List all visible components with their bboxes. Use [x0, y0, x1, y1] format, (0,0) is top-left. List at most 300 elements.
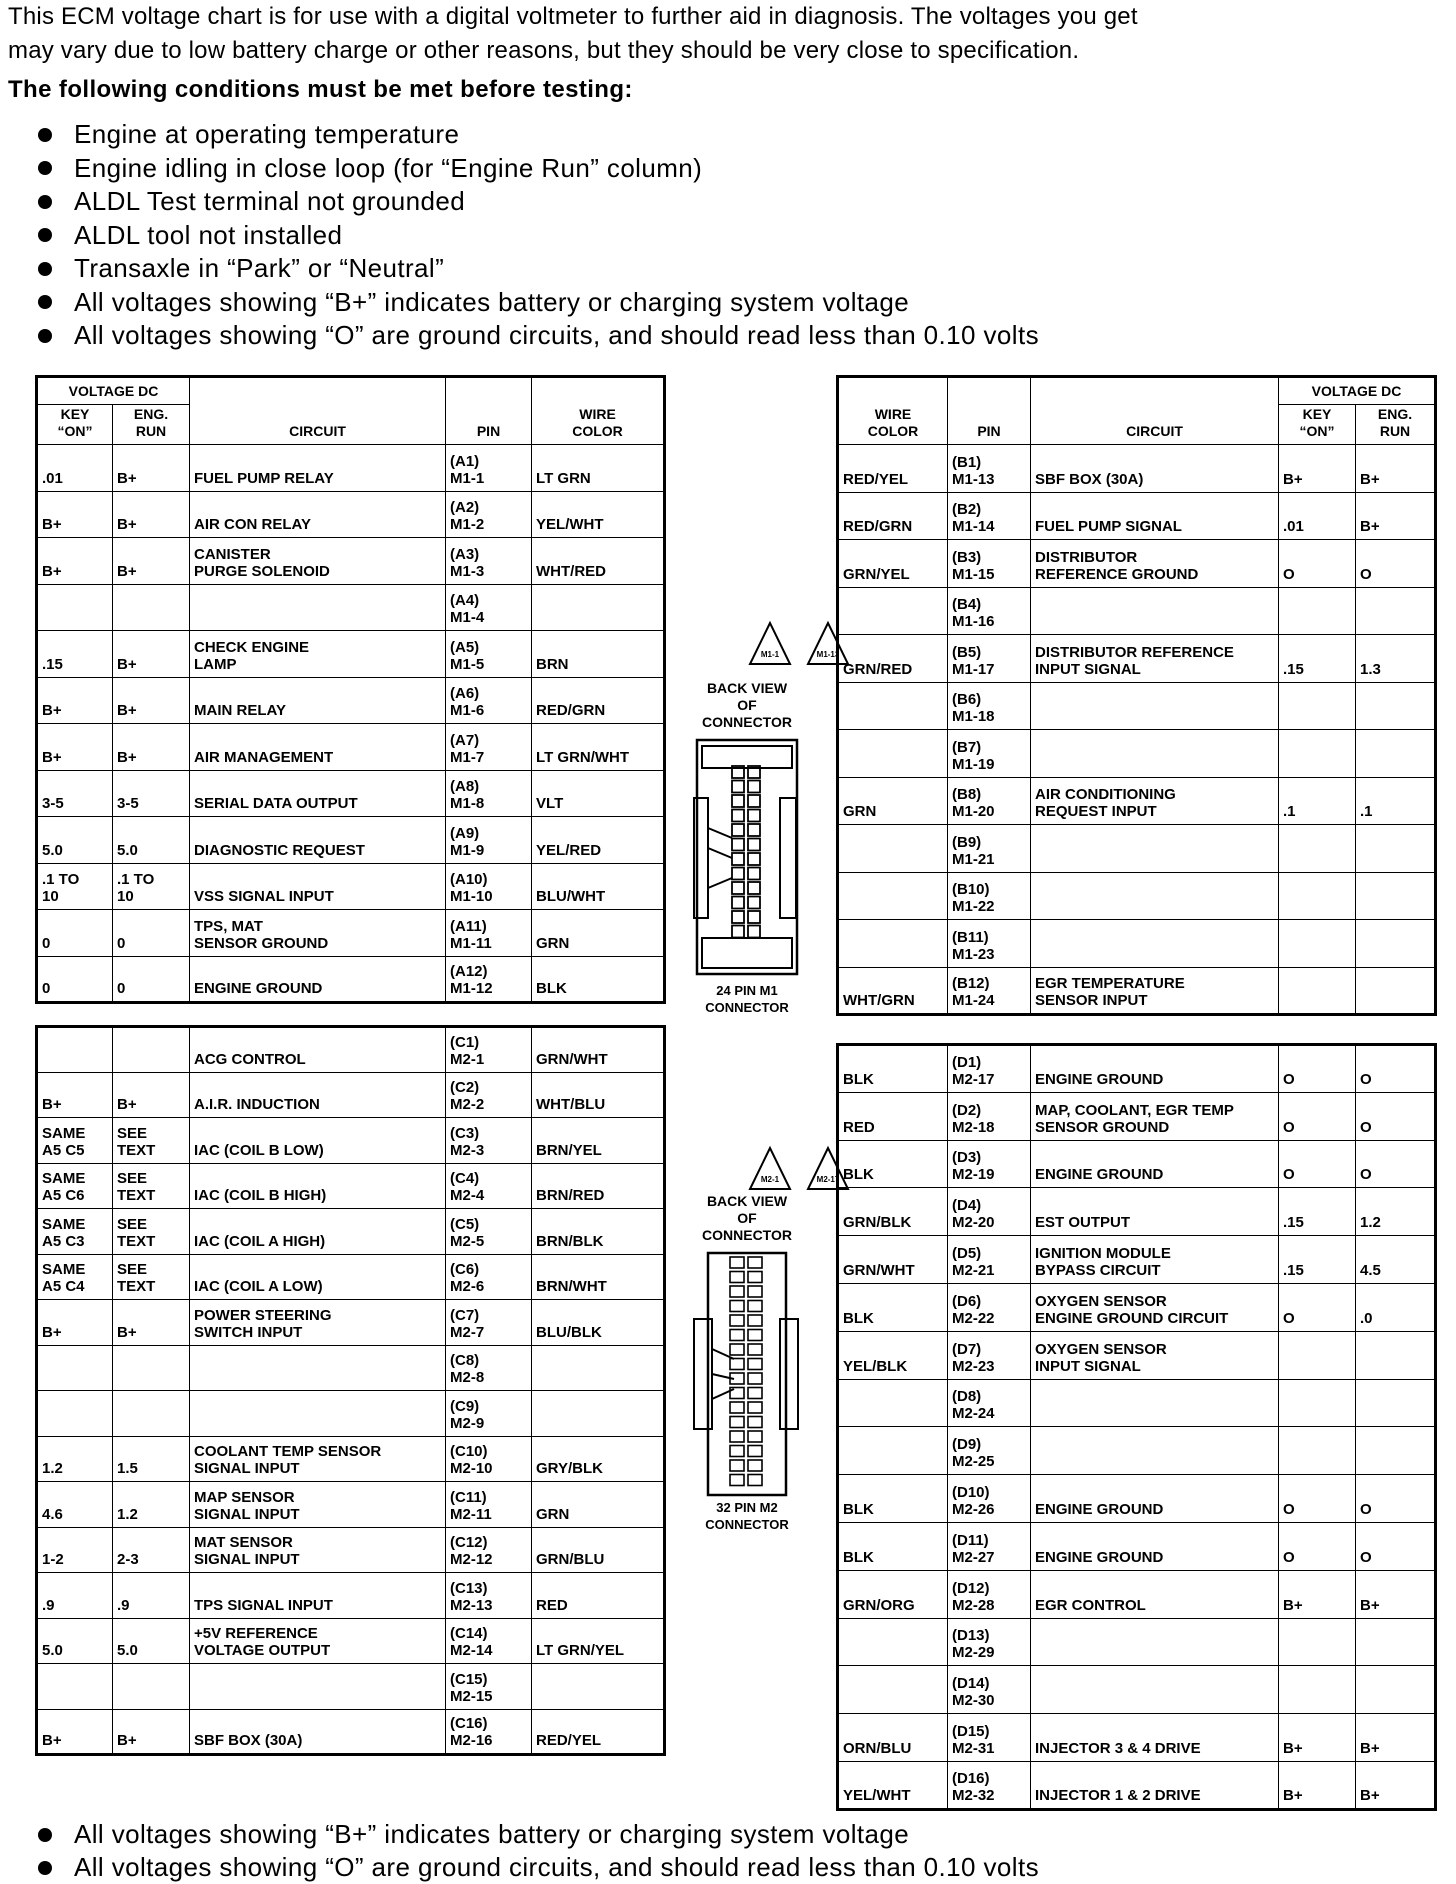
table-row: [838, 1522, 1436, 1570]
cell-pin: (B11) M1-23: [948, 920, 1031, 968]
connector-pin: [748, 1373, 762, 1384]
table-b-body: [838, 445, 1436, 1015]
footer-note: All voltages showing “O” are ground circuits, and should read less than 0.10 volts: [8, 1851, 1039, 1884]
connector-pin: [748, 1417, 762, 1428]
table-row: [37, 1254, 665, 1300]
m2-connector-drawing: [692, 1249, 802, 1499]
connector-pin: [732, 897, 744, 909]
intro-text: [8, 0, 1448, 68]
cell-circuit: FUEL PUMP SIGNAL: [1031, 492, 1279, 540]
cell-wire: BLK: [838, 1045, 948, 1093]
table-row: [838, 967, 1436, 1015]
connector-pin: [748, 1460, 762, 1471]
connector-pin: [748, 795, 760, 807]
cell-wire: RED: [532, 1573, 665, 1619]
cell-circuit: AIR MANAGEMENT: [190, 724, 446, 771]
cell-wire: YEL/BLK: [838, 1331, 948, 1379]
cell-wire: ORN/BLU: [838, 1714, 948, 1762]
condition-item: All voltages showing “O” are ground circuits, and should read less than 0.10 volts: [8, 319, 1039, 353]
cell-circuit: DISTRIBUTOR REFERENCE GROUND: [1031, 540, 1279, 588]
cell-key: [1279, 1379, 1356, 1427]
table-d-m2-pins-d: [836, 1043, 1437, 1811]
cell-key: [1279, 1331, 1356, 1379]
cell-circuit: FUEL PUMP RELAY: [190, 445, 446, 492]
cell-pin: (D11) M2-27: [948, 1522, 1031, 1570]
cell-pin: (D4) M2-20: [948, 1188, 1031, 1236]
connector-pin: [748, 1431, 762, 1442]
cell-pin: (A8) M1-8: [446, 770, 532, 817]
cell-key: [37, 1391, 113, 1437]
cell-run: 4.5: [1356, 1236, 1436, 1284]
m2-back-view-label: BACK VIEW OF CONNECTOR: [702, 1193, 792, 1243]
table-row: [838, 492, 1436, 540]
cell-key: B+: [37, 724, 113, 771]
cell-key: .15: [1279, 1188, 1356, 1236]
cell-pin: (A9) M1-9: [446, 817, 532, 864]
cell-pin: (B10) M1-22: [948, 872, 1031, 920]
cell-pin: (B8) M1-20: [948, 777, 1031, 825]
cell-wire: LT GRN: [532, 445, 665, 492]
cell-run: O: [1356, 540, 1436, 588]
cell-wire: BLU/BLK: [532, 1300, 665, 1346]
cell-run: [113, 1391, 190, 1437]
connector-m1-diagram: [692, 620, 840, 1015]
connector-pin: [730, 1330, 744, 1341]
table-row: [838, 730, 1436, 778]
key-on-header: KEY “ON”: [1279, 405, 1356, 445]
table-row: [37, 538, 665, 585]
cell-key: O: [1279, 540, 1356, 588]
cell-circuit: ENGINE GROUND: [1031, 1140, 1279, 1188]
cell-circuit: [1031, 1666, 1279, 1714]
connector-pin: [748, 853, 760, 865]
cell-key: .15: [1279, 635, 1356, 683]
connector-pin: [730, 1344, 744, 1355]
cell-wire: WHT/BLU: [532, 1072, 665, 1118]
cell-wire: [838, 1379, 948, 1427]
cell-run: B+: [113, 631, 190, 678]
m1-tri-left-label: M1-1: [760, 650, 780, 659]
cell-circuit: IAC (COIL B HIGH): [190, 1163, 446, 1209]
condition-item: Transaxle in “Park” or “Neutral”: [8, 252, 1039, 286]
table-row: [838, 872, 1436, 920]
connector-pin: [732, 868, 744, 880]
table-row: [838, 1570, 1436, 1618]
table-row: [37, 491, 665, 538]
table-row: [37, 1436, 665, 1482]
cell-run: O: [1356, 1045, 1436, 1093]
cell-wire: GRN: [532, 1482, 665, 1528]
table-row: [37, 1209, 665, 1255]
m1-tri-right-label: M1-13: [816, 650, 840, 659]
table-row: [37, 1664, 665, 1710]
table-row: [838, 1045, 1436, 1093]
m2-tri-left-label: M2-1: [760, 1175, 780, 1184]
cell-run: O: [1356, 1522, 1436, 1570]
table-row: [838, 1618, 1436, 1666]
table-row: [838, 587, 1436, 635]
cell-wire: [532, 1664, 665, 1710]
table-row: [37, 1709, 665, 1755]
connector-pin: [732, 853, 744, 865]
cell-wire: GRN/BLK: [838, 1188, 948, 1236]
connector-pin: [732, 926, 744, 938]
cell-pin: (D7) M2-23: [948, 1331, 1031, 1379]
cell-pin: (B3) M1-15: [948, 540, 1031, 588]
connector-pin: [730, 1417, 744, 1428]
cell-run: .1: [1356, 777, 1436, 825]
cell-circuit: [1031, 920, 1279, 968]
cell-pin: (B7) M1-19: [948, 730, 1031, 778]
cell-key: 0: [37, 956, 113, 1003]
cell-key: O: [1279, 1283, 1356, 1331]
cell-circuit: SERIAL DATA OUTPUT: [190, 770, 446, 817]
table-row: [37, 1618, 665, 1664]
cell-circuit: IGNITION MODULE BYPASS CIRCUIT: [1031, 1236, 1279, 1284]
cell-pin: (D10) M2-26: [948, 1475, 1031, 1523]
cell-key: .15: [1279, 1236, 1356, 1284]
cell-key: B+: [37, 1709, 113, 1755]
cell-wire: [838, 730, 948, 778]
cell-circuit: TPS SIGNAL INPUT: [190, 1573, 446, 1619]
footer-notes: [8, 1818, 1039, 1884]
cell-run: B+: [1356, 492, 1436, 540]
connector-pin: [730, 1402, 744, 1413]
cell-key: SAME A5 C4: [37, 1254, 113, 1300]
connector-pin: [748, 868, 760, 880]
cell-run: .1 TO 10: [113, 863, 190, 910]
connector-pin: [748, 1272, 762, 1283]
cell-key: O: [1279, 1140, 1356, 1188]
m1-connector-drawing: [692, 738, 802, 976]
cell-wire: GRN/YEL: [838, 540, 948, 588]
m1-back-view-label: BACK VIEW OF CONNECTOR: [702, 680, 792, 730]
cell-wire: WHT/RED: [532, 538, 665, 585]
cell-run: .0: [1356, 1283, 1436, 1331]
connector-pin: [748, 1359, 762, 1370]
cell-wire: BLK: [838, 1475, 948, 1523]
cell-run: B+: [113, 1300, 190, 1346]
cell-circuit: ENGINE GROUND: [190, 956, 446, 1003]
table-row: [37, 1391, 665, 1437]
cell-run: O: [1356, 1140, 1436, 1188]
condition-item: All voltages showing “B+” indicates battery or charging system voltage: [8, 286, 1039, 320]
connector-pin: [732, 810, 744, 822]
table-row: [37, 770, 665, 817]
cell-circuit: INJECTOR 1 & 2 DRIVE: [1031, 1761, 1279, 1809]
cell-key: 5.0: [37, 817, 113, 864]
table-row: [37, 724, 665, 771]
cell-key: [37, 1345, 113, 1391]
cell-circuit: OXYGEN SENSOR ENGINE GROUND CIRCUIT: [1031, 1283, 1279, 1331]
connector-pin: [748, 1475, 762, 1486]
cell-circuit: IAC (COIL A LOW): [190, 1254, 446, 1300]
cell-key: [1279, 920, 1356, 968]
cell-circuit: MAT SENSOR SIGNAL INPUT: [190, 1527, 446, 1573]
cell-wire: [838, 920, 948, 968]
table-row: [37, 910, 665, 957]
cell-run: B+: [1356, 1570, 1436, 1618]
connector-pin: [748, 911, 760, 923]
cell-pin: (B12) M1-24: [948, 967, 1031, 1015]
connector-pin: [748, 1344, 762, 1355]
cell-circuit: VSS SIGNAL INPUT: [190, 863, 446, 910]
cell-run: [1356, 1618, 1436, 1666]
cell-key: [1279, 1666, 1356, 1714]
cell-run: B+: [1356, 445, 1436, 493]
table-row: [37, 863, 665, 910]
cell-wire: [532, 1345, 665, 1391]
cell-pin: (B9) M1-21: [948, 825, 1031, 873]
cell-run: B+: [113, 1072, 190, 1118]
cell-wire: GRN/WHT: [838, 1236, 948, 1284]
cell-pin: (D16) M2-32: [948, 1761, 1031, 1809]
cell-wire: BRN/WHT: [532, 1254, 665, 1300]
cell-run: [1356, 825, 1436, 873]
cell-key: B+: [37, 677, 113, 724]
table-row: [37, 1573, 665, 1619]
cell-key: .01: [37, 445, 113, 492]
cell-key: B+: [37, 491, 113, 538]
cell-circuit: MAP SENSOR SIGNAL INPUT: [190, 1482, 446, 1528]
cell-key: SAME A5 C3: [37, 1209, 113, 1255]
connector-pin: [730, 1257, 744, 1268]
cell-run: 2-3: [113, 1527, 190, 1573]
conditions-list: [8, 118, 1039, 353]
table-b-m1-pins-b: [836, 375, 1437, 1016]
cell-run: SEE TEXT: [113, 1209, 190, 1255]
table-row: [37, 1118, 665, 1164]
cell-key: [1279, 730, 1356, 778]
cell-wire: YEL/WHT: [532, 491, 665, 538]
table-row: [838, 445, 1436, 493]
table-d-body: [838, 1045, 1436, 1810]
cell-circuit: TPS, MAT SENSOR GROUND: [190, 910, 446, 957]
cell-run: [1356, 1379, 1436, 1427]
connector-pin: [748, 1257, 762, 1268]
cell-wire: BLU/WHT: [532, 863, 665, 910]
table-row: [838, 1427, 1436, 1475]
connector-pin: [748, 839, 760, 851]
cell-run: B+: [113, 491, 190, 538]
connector-pin: [748, 882, 760, 894]
cell-pin: (C16) M2-16: [446, 1709, 532, 1755]
cell-run: B+: [113, 677, 190, 724]
cell-pin: (D2) M2-18: [948, 1092, 1031, 1140]
cell-pin: (C5) M2-5: [446, 1209, 532, 1255]
cell-wire: BLK: [838, 1140, 948, 1188]
eng-run-header: ENG. RUN: [113, 405, 190, 445]
cell-circuit: [1031, 587, 1279, 635]
cell-circuit: IAC (COIL B LOW): [190, 1118, 446, 1164]
cell-pin: (B5) M1-17: [948, 635, 1031, 683]
cell-wire: BRN/BLK: [532, 1209, 665, 1255]
conditions-heading: The following conditions must be met before testing:: [8, 76, 633, 103]
table-row: [838, 920, 1436, 968]
key-on-header: KEY “ON”: [37, 405, 113, 445]
cell-key: .15: [37, 631, 113, 678]
cell-pin: (A11) M1-11: [446, 910, 532, 957]
cell-key: [1279, 825, 1356, 873]
cell-pin: (A5) M1-5: [446, 631, 532, 678]
cell-run: [1356, 872, 1436, 920]
cell-circuit: [1031, 1618, 1279, 1666]
connector-pin: [748, 810, 760, 822]
eng-run-header: ENG. RUN: [1356, 405, 1436, 445]
cell-circuit: INJECTOR 3 & 4 DRIVE: [1031, 1714, 1279, 1762]
cell-key: 3-5: [37, 770, 113, 817]
cell-pin: (C8) M2-8: [446, 1345, 532, 1391]
cell-key: [1279, 872, 1356, 920]
connector-pin: [730, 1431, 744, 1442]
cell-wire: RED/GRN: [838, 492, 948, 540]
cell-run: B+: [1356, 1761, 1436, 1809]
cell-key: .01: [1279, 492, 1356, 540]
cell-wire: RED: [838, 1092, 948, 1140]
cell-key: [1279, 682, 1356, 730]
cell-pin: (C14) M2-14: [446, 1618, 532, 1664]
cell-wire: BRN: [532, 631, 665, 678]
table-row: [838, 1092, 1436, 1140]
cell-circuit: [1031, 1379, 1279, 1427]
table-row: [37, 1345, 665, 1391]
cell-circuit: CANISTER PURGE SOLENOID: [190, 538, 446, 585]
cell-run: [1356, 1331, 1436, 1379]
cell-run: [1356, 587, 1436, 635]
cell-circuit: AIR CONDITIONING REQUEST INPUT: [1031, 777, 1279, 825]
cell-circuit: +5V REFERENCE VOLTAGE OUTPUT: [190, 1618, 446, 1664]
wire-color-header: WIRE COLOR: [532, 377, 665, 445]
cell-key: .1: [1279, 777, 1356, 825]
connector-pin: [732, 839, 744, 851]
cell-wire: [838, 872, 948, 920]
cell-pin: (A7) M1-7: [446, 724, 532, 771]
connector-pin: [730, 1272, 744, 1283]
cell-circuit: AIR CON RELAY: [190, 491, 446, 538]
cell-circuit: DISTRIBUTOR REFERENCE INPUT SIGNAL: [1031, 635, 1279, 683]
table-row: [838, 540, 1436, 588]
cell-pin: (C2) M2-2: [446, 1072, 532, 1118]
cell-pin: (C7) M2-7: [446, 1300, 532, 1346]
cell-wire: GRY/BLK: [532, 1436, 665, 1482]
cell-run: 5.0: [113, 817, 190, 864]
table-row: [838, 1331, 1436, 1379]
cell-pin: (C6) M2-6: [446, 1254, 532, 1300]
cell-wire: GRN/BLU: [532, 1527, 665, 1573]
cell-wire: [838, 1427, 948, 1475]
condition-item: ALDL tool not installed: [8, 219, 1039, 253]
cell-run: [1356, 1666, 1436, 1714]
cell-pin: (D14) M2-30: [948, 1666, 1031, 1714]
cell-circuit: CHECK ENGINE LAMP: [190, 631, 446, 678]
cell-pin: (C1) M2-1: [446, 1027, 532, 1073]
table-row: [838, 1236, 1436, 1284]
cell-circuit: EGR TEMPERATURE SENSOR INPUT: [1031, 967, 1279, 1015]
cell-pin: (C13) M2-13: [446, 1573, 532, 1619]
table-row: [838, 777, 1436, 825]
cell-run: [1356, 967, 1436, 1015]
cell-key: [1279, 1427, 1356, 1475]
cell-wire: [532, 1391, 665, 1437]
cell-pin: (D15) M2-31: [948, 1714, 1031, 1762]
table-row: [37, 817, 665, 864]
connector-pin: [748, 1388, 762, 1399]
wire-color-header: WIRE COLOR: [838, 377, 948, 445]
cell-pin: (D13) M2-29: [948, 1618, 1031, 1666]
table-row: [838, 1761, 1436, 1809]
cell-circuit: SBF BOX (30A): [1031, 445, 1279, 493]
cell-circuit: [1031, 730, 1279, 778]
table-row: [37, 445, 665, 492]
cell-pin: (C4) M2-4: [446, 1163, 532, 1209]
cell-run: 5.0: [113, 1618, 190, 1664]
connector-pin: [732, 824, 744, 836]
cell-circuit: [1031, 872, 1279, 920]
cell-wire: BLK: [532, 956, 665, 1003]
voltage-dc-header: VOLTAGE DC: [37, 377, 190, 405]
connector-pin: [730, 1286, 744, 1297]
cell-run: 1.2: [113, 1482, 190, 1528]
cell-wire: YEL/RED: [532, 817, 665, 864]
table-row: [838, 1140, 1436, 1188]
cell-key: O: [1279, 1045, 1356, 1093]
connector-pin: [732, 882, 744, 894]
cell-circuit: OXYGEN SENSOR INPUT SIGNAL: [1031, 1331, 1279, 1379]
cell-wire: WHT/GRN: [838, 967, 948, 1015]
table-row: [37, 1072, 665, 1118]
connector-pin: [748, 897, 760, 909]
cell-key: [37, 584, 113, 631]
cell-run: .9: [113, 1573, 190, 1619]
cell-key: B+: [37, 1072, 113, 1118]
cell-run: 1.3: [1356, 635, 1436, 683]
cell-run: [113, 1345, 190, 1391]
cell-wire: [532, 584, 665, 631]
table-row: [37, 1027, 665, 1073]
table-a-m1-pins-a: [35, 375, 666, 1004]
cell-pin: (B6) M1-18: [948, 682, 1031, 730]
cell-run: [113, 1664, 190, 1710]
connector-pin: [748, 781, 760, 793]
cell-circuit: COOLANT TEMP SENSOR SIGNAL INPUT: [190, 1436, 446, 1482]
cell-run: SEE TEXT: [113, 1163, 190, 1209]
cell-key: B+: [1279, 1714, 1356, 1762]
cell-wire: RED/YEL: [838, 445, 948, 493]
footer-note: All voltages showing “B+” indicates battery or charging system voltage: [8, 1818, 1039, 1851]
cell-run: B+: [113, 1709, 190, 1755]
cell-key: B+: [1279, 1761, 1356, 1809]
cell-run: B+: [113, 538, 190, 585]
table-c-m2-pins-c: [35, 1025, 666, 1756]
m2-connector-label: 32 PIN M2 CONNECTOR: [705, 1500, 789, 1532]
connector-pin: [730, 1359, 744, 1370]
table-row: [37, 956, 665, 1003]
cell-wire: [838, 1666, 948, 1714]
cell-key: .1 TO 10: [37, 863, 113, 910]
connector-pin: [748, 926, 760, 938]
cell-pin: (D6) M2-22: [948, 1283, 1031, 1331]
cell-key: O: [1279, 1092, 1356, 1140]
cell-pin: (A1) M1-1: [446, 445, 532, 492]
cell-run: B+: [113, 445, 190, 492]
cell-key: B+: [37, 538, 113, 585]
connector-pin: [748, 1446, 762, 1457]
connector-pin: [730, 1301, 744, 1312]
table-row: [37, 1300, 665, 1346]
cell-circuit: IAC (COIL A HIGH): [190, 1209, 446, 1255]
cell-circuit: EGR CONTROL: [1031, 1570, 1279, 1618]
cell-key: SAME A5 C5: [37, 1118, 113, 1164]
